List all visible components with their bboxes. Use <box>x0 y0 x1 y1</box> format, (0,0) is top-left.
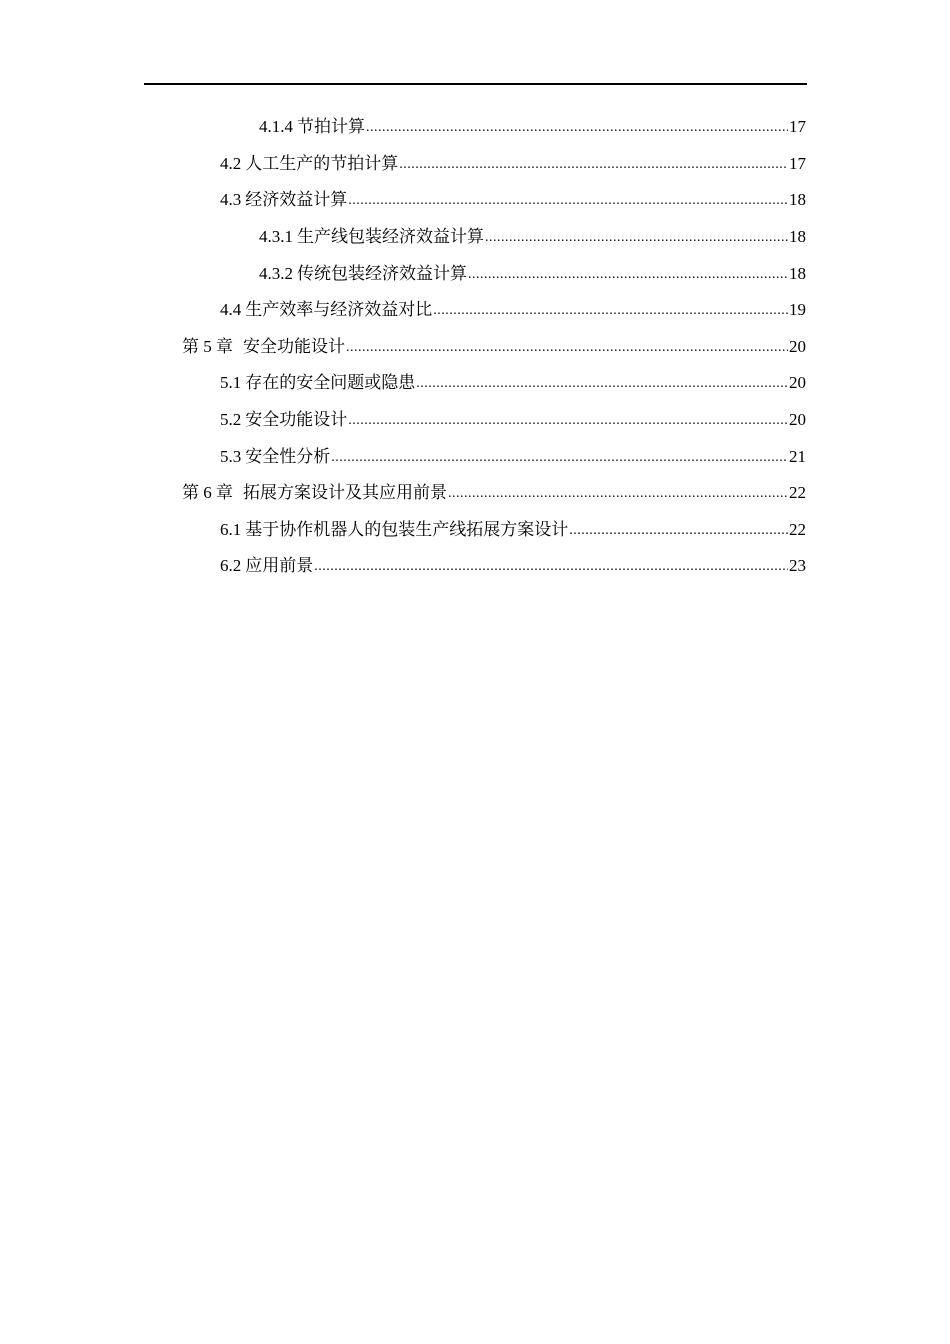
toc-entry-page: 18 <box>789 227 806 247</box>
toc-entry-title: 传统包装经济效益计算 <box>297 263 467 283</box>
toc-entry-title: 安全功能设计 <box>245 410 348 430</box>
toc-entry-number: 5.3 <box>220 446 242 466</box>
toc-dot-leader <box>399 153 788 175</box>
toc-entry-page: 20 <box>789 410 806 430</box>
toc-entry-title: 安全性分析 <box>245 446 331 466</box>
table-of-contents <box>0 110 950 586</box>
toc-entry[interactable] <box>0 549 950 586</box>
toc-chapter-entry[interactable] <box>0 476 950 513</box>
toc-entry-number: 4.1.4 <box>259 117 293 137</box>
toc-dot-leader <box>366 116 788 138</box>
toc-chapter-number: 第 5 章 <box>182 336 233 356</box>
toc-chapter-number: 第 6 章 <box>182 483 233 503</box>
toc-dot-leader <box>468 263 788 285</box>
toc-entry-page: 23 <box>789 556 806 576</box>
toc-entry-page: 20 <box>789 336 806 356</box>
toc-entry-page: 18 <box>789 263 806 283</box>
toc-entry-page: 20 <box>789 373 806 393</box>
toc-entry-title: 基于协作机器人的包装生产线拓展方案设计 <box>245 519 569 539</box>
toc-dot-leader <box>348 409 788 431</box>
toc-dot-leader <box>569 519 788 541</box>
toc-entry[interactable] <box>0 256 950 293</box>
toc-entry-page: 22 <box>789 519 806 539</box>
toc-entry-number: 5.2 <box>220 410 242 430</box>
toc-entry-page: 21 <box>789 446 806 466</box>
toc-entry-number: 4.3 <box>220 190 242 210</box>
toc-entry[interactable] <box>0 366 950 403</box>
toc-entry-title: 生产效率与经济效益对比 <box>245 300 433 320</box>
toc-entry-page: 17 <box>789 153 806 173</box>
toc-entry-title: 应用前景 <box>245 556 314 576</box>
toc-dot-leader <box>346 336 788 358</box>
toc-entry-title: 经济效益计算 <box>245 190 348 210</box>
toc-entry[interactable] <box>0 293 950 330</box>
header-rule <box>144 83 807 85</box>
toc-entry-page: 17 <box>789 117 806 137</box>
toc-dot-leader <box>448 482 788 504</box>
toc-entry-page: 18 <box>789 190 806 210</box>
toc-entry-number: 6.1 <box>220 519 242 539</box>
toc-entry-title: 生产线包装经济效益计算 <box>297 227 484 247</box>
toc-entry-number: 4.3.1 <box>259 227 293 247</box>
toc-dot-leader <box>348 189 788 211</box>
toc-dot-leader <box>433 299 788 321</box>
toc-chapter-title: 拓展方案设计及其应用前景 <box>243 483 447 503</box>
toc-entry-number: 4.4 <box>220 300 242 320</box>
toc-entry-number: 4.2 <box>220 153 242 173</box>
toc-entry-title: 节拍计算 <box>297 117 365 137</box>
toc-entry[interactable] <box>0 439 950 476</box>
toc-chapter-title: 安全功能设计 <box>243 336 345 356</box>
toc-entry[interactable] <box>0 110 950 147</box>
toc-entry-title: 人工生产的节拍计算 <box>245 153 399 173</box>
toc-chapter-entry[interactable] <box>0 330 950 367</box>
toc-entry[interactable] <box>0 403 950 440</box>
toc-dot-leader <box>314 555 788 577</box>
toc-entry[interactable] <box>0 220 950 257</box>
toc-dot-leader <box>485 226 788 248</box>
toc-entry-number: 6.2 <box>220 556 242 576</box>
toc-dot-leader <box>331 446 788 468</box>
toc-entry[interactable] <box>0 513 950 550</box>
toc-entry-number: 4.3.2 <box>259 263 293 283</box>
toc-entry-page: 19 <box>789 300 806 320</box>
toc-entry[interactable] <box>0 147 950 184</box>
toc-dot-leader <box>416 372 788 394</box>
toc-entry[interactable] <box>0 183 950 220</box>
toc-entry-page: 22 <box>789 483 806 503</box>
toc-entry-number: 5.1 <box>220 373 242 393</box>
toc-entry-title: 存在的安全问题或隐患 <box>245 373 416 393</box>
